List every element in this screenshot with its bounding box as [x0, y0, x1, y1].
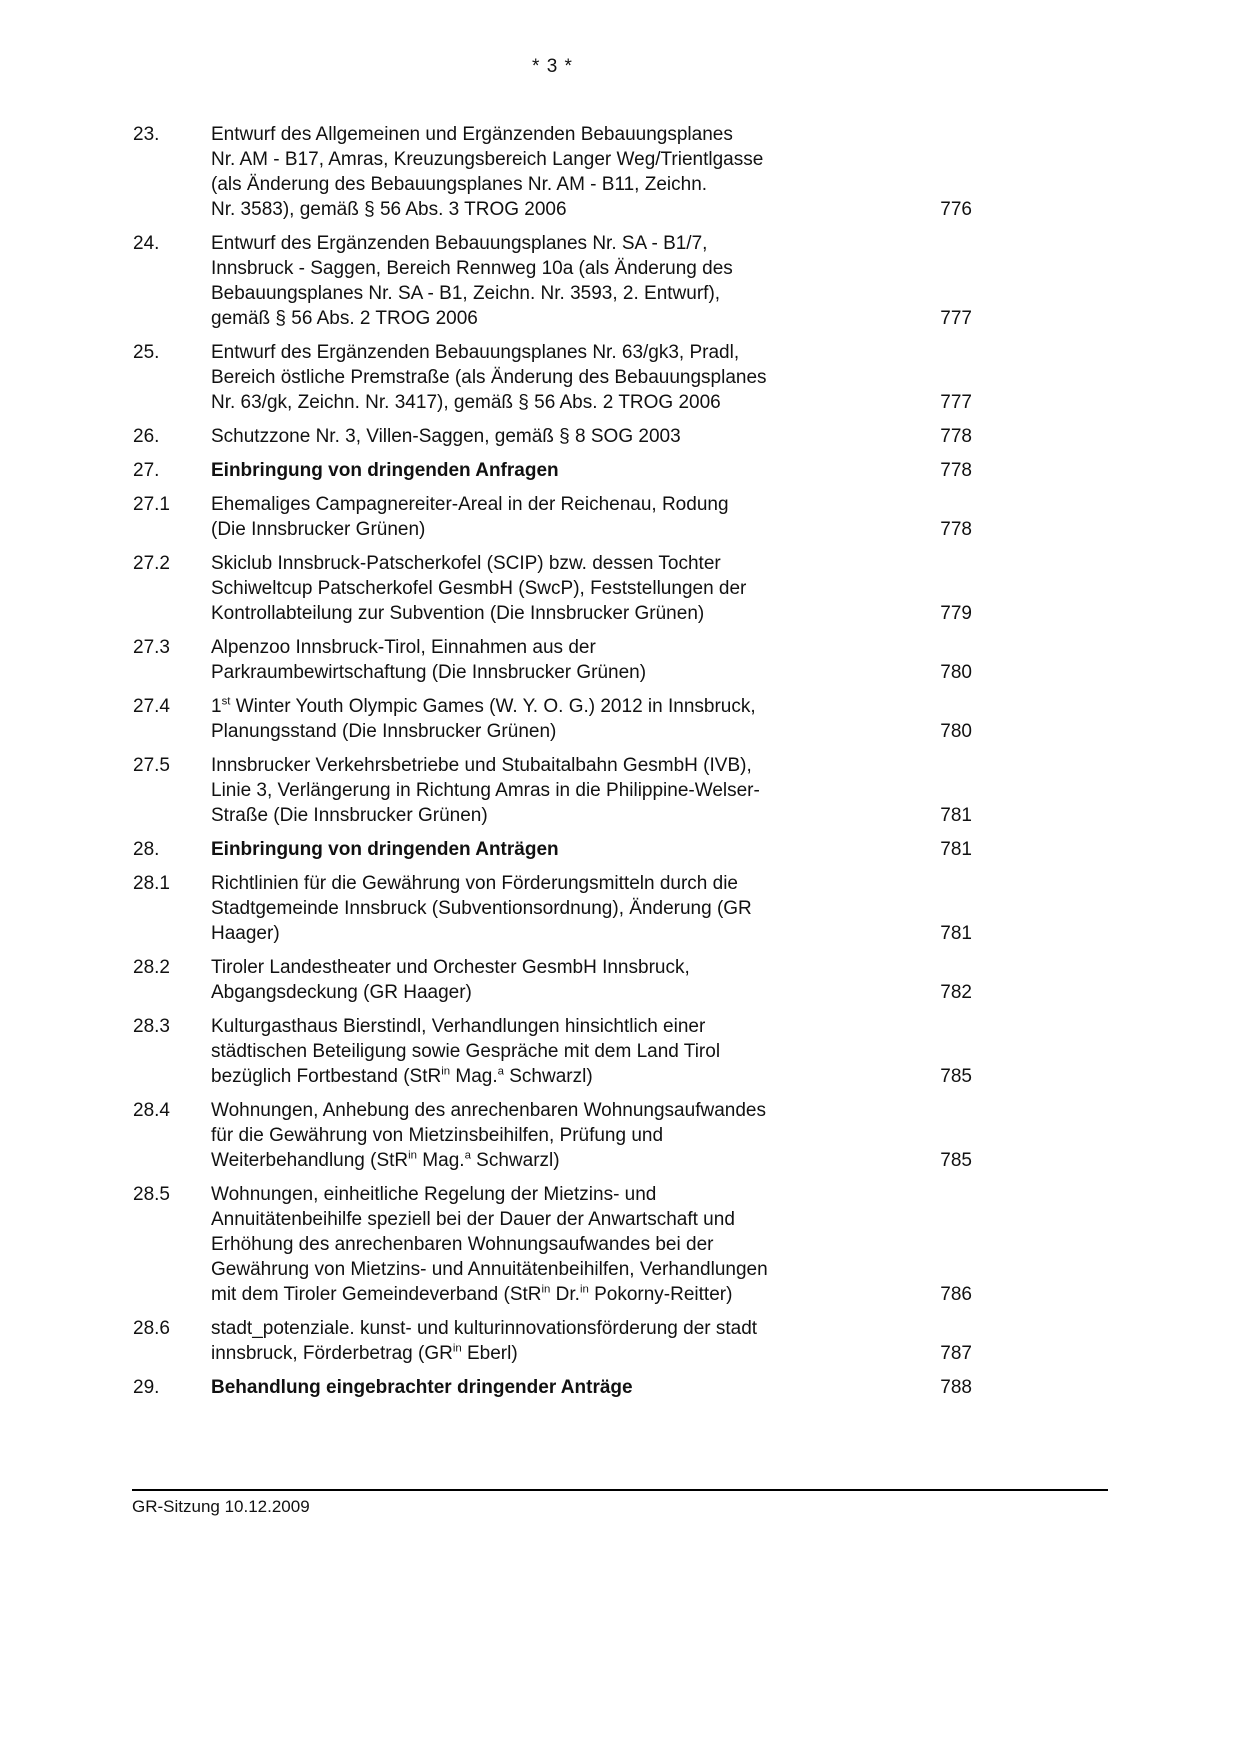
- toc-item-page: 777: [940, 308, 972, 329]
- toc-item-line: Weiterbehandlung (StR$^{in}$ Mag.$^a$ Schwarzl): [211, 1149, 560, 1171]
- toc-item-number: 28.3: [133, 1016, 170, 1037]
- toc-item-number: 27.: [133, 460, 160, 481]
- toc-item-text: [211, 1098, 892, 1173]
- toc-item-text: [211, 424, 892, 449]
- toc-item-text: [211, 694, 892, 744]
- toc-item: [133, 424, 972, 449]
- toc-item: [133, 753, 972, 828]
- toc-item-line: Entwurf des Ergänzenden Bebauungsplanes Nr. SA - B1/7,: [211, 233, 708, 254]
- toc-item-text: [211, 458, 892, 483]
- toc-item-line: Behandlung eingebrachter dringender Anträge: [211, 1377, 633, 1398]
- toc-item-number: 23.: [133, 124, 160, 145]
- toc-item-text: [211, 1014, 892, 1089]
- toc-item: [133, 458, 972, 483]
- toc-item-number: 28.: [133, 839, 160, 860]
- toc-item-line: Skiclub Innsbruck-Patscherkofel (SCIP) bzw. dessen Tochter: [211, 553, 721, 574]
- toc-item: [133, 340, 972, 415]
- toc-item-text: [211, 340, 892, 415]
- toc-item-page: 787: [940, 1343, 972, 1364]
- toc-item-page: 776: [940, 199, 972, 220]
- toc-item-number: 28.4: [133, 1100, 170, 1121]
- toc-item: [133, 1014, 972, 1089]
- toc-item-line: Innsbruck - Saggen, Bereich Rennweg 10a (als Änderung des: [211, 258, 733, 279]
- toc-item-page: 786: [940, 1284, 972, 1305]
- toc-item: [133, 492, 972, 542]
- toc-item-text: [211, 1316, 892, 1366]
- toc-item-text: [211, 753, 892, 828]
- toc-item-line: städtischen Beteiligung sowie Gespräche mit dem Land Tirol: [211, 1041, 721, 1062]
- toc-item: [133, 837, 972, 862]
- toc-item-line: gemäß § 56 Abs. 2 TROG 2006: [211, 308, 478, 329]
- toc-item-page: 778: [940, 519, 972, 540]
- toc-item-line: Nr. AM - B17, Amras, Kreuzungsbereich Langer Weg/Trientlgasse: [211, 149, 764, 170]
- toc-item-line: Richtlinien für die Gewährung von Förderungsmitteln durch die: [211, 873, 738, 894]
- toc-item-page: 777: [940, 392, 972, 413]
- toc-item-line: Stadtgemeinde Innsbruck (Subventionsordnung), Änderung (GR: [211, 898, 752, 919]
- toc-item: [133, 1375, 972, 1400]
- toc-item-number: 27.5: [133, 755, 170, 776]
- toc-item-line: Innsbrucker Verkehrsbetriebe und Stubaitalbahn GesmbH (IVB),: [211, 755, 752, 776]
- toc-item: [133, 1316, 972, 1366]
- page-number-header: * 3 *: [532, 56, 573, 77]
- toc-item: [133, 1182, 972, 1307]
- toc-item-line: bezüglich Fortbestand (StR$^{in}$ Mag.$^a$ Schwarzl): [211, 1065, 593, 1087]
- toc-item: [133, 551, 972, 626]
- toc-item-line: Haager): [211, 923, 280, 944]
- toc-item-text: [211, 837, 892, 862]
- toc-item-page: 780: [940, 662, 972, 683]
- footer-text: GR-Sitzung 10.12.2009: [132, 1497, 310, 1516]
- toc-item-line: Alpenzoo Innsbruck-Tirol, Einnahmen aus der: [211, 637, 596, 658]
- toc-item-line: Annuitätenbeihilfe speziell bei der Dauer der Anwartschaft und: [211, 1209, 735, 1230]
- toc-item-number: 24.: [133, 233, 160, 254]
- toc-item-text: [211, 551, 892, 626]
- toc-item-line: Abgangsdeckung (GR Haager): [211, 982, 472, 1003]
- toc-item: [133, 1098, 972, 1173]
- toc-item-line: (Die Innsbrucker Grünen): [211, 519, 426, 540]
- toc-item-number: 25.: [133, 342, 160, 363]
- toc-item: [133, 871, 972, 946]
- toc-item-line: Entwurf des Allgemeinen und Ergänzenden Bebauungsplanes: [211, 124, 733, 145]
- toc-item-number: 27.3: [133, 637, 170, 658]
- toc-item-page: 781: [940, 805, 972, 826]
- toc-item-number: 28.2: [133, 957, 170, 978]
- toc-item-line: Planungsstand (Die Innsbrucker Grünen): [211, 721, 557, 742]
- toc-item-number: 27.2: [133, 553, 170, 574]
- toc-item-line: Schiweltcup Patscherkofel GesmbH (SwcP), Feststellungen der: [211, 578, 747, 599]
- toc-item-text: [211, 492, 892, 542]
- toc-item-text: [211, 635, 892, 685]
- toc-item-line: Einbringung von dringenden Anfragen: [211, 460, 559, 481]
- toc-item-text: [211, 955, 892, 1005]
- toc-item-line: Nr. 63/gk, Zeichn. Nr. 3417), gemäß § 56 Abs. 2 TROG 2006: [211, 392, 721, 413]
- toc-item-text: [211, 871, 892, 946]
- toc-item-text: [211, 1182, 892, 1307]
- toc-item: [133, 694, 972, 744]
- toc-item-line: Wohnungen, Anhebung des anrechenbaren Wohnungsaufwandes: [211, 1100, 766, 1121]
- toc-item-line: Kontrollabteilung zur Subvention (Die Innsbrucker Grünen): [211, 603, 705, 624]
- toc-item-line: (als Änderung des Bebauungsplanes Nr. AM - B11, Zeichn.: [211, 174, 708, 195]
- toc-item-page: 785: [940, 1150, 972, 1171]
- toc-item: [133, 635, 972, 685]
- toc-item-line: Parkraumbewirtschaftung (Die Innsbrucker Grünen): [211, 662, 647, 683]
- toc-item-line: Entwurf des Ergänzenden Bebauungsplanes Nr. 63/gk3, Pradl,: [211, 342, 740, 363]
- toc-item-number: 27.1: [133, 494, 170, 515]
- toc-item-line: Linie 3, Verlängerung in Richtung Amras in die Philippine-Welser-: [211, 780, 760, 801]
- toc-item-page: 780: [940, 721, 972, 742]
- toc-item-line: Wohnungen, einheitliche Regelung der Mietzins- und: [211, 1184, 657, 1205]
- toc-item-line: stadt_potenziale. kunst- und kulturinnovationsförderung der stadt: [211, 1318, 758, 1339]
- toc-item-line: Schutzzone Nr. 3, Villen-Saggen, gemäß § 8 SOG 2003: [211, 426, 681, 447]
- toc-item-line: 1st Winter Youth Olympic Games (W. Y. O. G.) 2012 in Innsbruck,: [211, 695, 756, 717]
- toc-item-line: Bereich östliche Premstraße (als Änderung des Bebauungsplanes: [211, 367, 767, 388]
- toc-item-line: Erhöhung des anrechenbaren Wohnungsaufwandes bei der: [211, 1234, 714, 1255]
- toc-item-line: Bebauungsplanes Nr. SA - B1, Zeichn. Nr. 3593, 2. Entwurf),: [211, 283, 721, 304]
- toc-item-number: 28.1: [133, 873, 170, 894]
- toc-item-line: Kulturgasthaus Bierstindl, Verhandlungen hinsichtlich einer: [211, 1016, 706, 1037]
- toc-item: [133, 122, 972, 222]
- toc-item-text: [211, 122, 892, 222]
- toc-item-number: 27.4: [133, 696, 170, 717]
- toc-item-line: Gewährung von Mietzins- und Annuitätenbeihilfen, Verhandlungen: [211, 1259, 768, 1280]
- toc-item-line: innsbruck, Förderbetrag ($GR^{in}$ Eberl): [211, 1342, 518, 1364]
- toc-item-number: 26.: [133, 426, 160, 447]
- page-footer: [132, 1489, 1108, 1517]
- toc-item-line: Ehemaliges Campagnereiter-Areal in der Reichenau, Rodung: [211, 494, 729, 515]
- toc-item-page: 785: [940, 1066, 972, 1087]
- toc-item-number: 28.6: [133, 1318, 170, 1339]
- toc-item-page: 778: [940, 460, 972, 481]
- toc-item-text: [211, 1375, 892, 1400]
- toc-item-page: 779: [940, 603, 972, 624]
- toc-item-line: Tiroler Landestheater und Orchester GesmbH Innsbruck,: [211, 957, 690, 978]
- toc-item-page: 781: [940, 839, 972, 860]
- toc-item: [133, 955, 972, 1005]
- toc-item-line: Einbringung von dringenden Anträgen: [211, 839, 559, 860]
- toc-item-page: 782: [940, 982, 972, 1003]
- toc-item: [133, 231, 972, 331]
- toc-item-number: 29.: [133, 1377, 160, 1398]
- toc-item-number: 28.5: [133, 1184, 170, 1205]
- toc-item-page: 781: [940, 923, 972, 944]
- toc-item-line: Straße (Die Innsbrucker Grünen): [211, 805, 488, 826]
- toc-list: [133, 122, 972, 1409]
- toc-item-page: 778: [940, 426, 972, 447]
- toc-item-text: [211, 231, 892, 331]
- toc-item-page: 788: [940, 1377, 972, 1398]
- toc-item-line: mit dem Tiroler Gemeindeverband (StR$^{in}$ Dr.$^{in}$ Pokorny-Reitter): [211, 1283, 733, 1305]
- toc-item-line: für die Gewährung von Mietzinsbeihilfen, Prüfung und: [211, 1125, 664, 1146]
- toc-item-line: Nr. 3583), gemäß § 56 Abs. 3 TROG 2006: [211, 199, 567, 220]
